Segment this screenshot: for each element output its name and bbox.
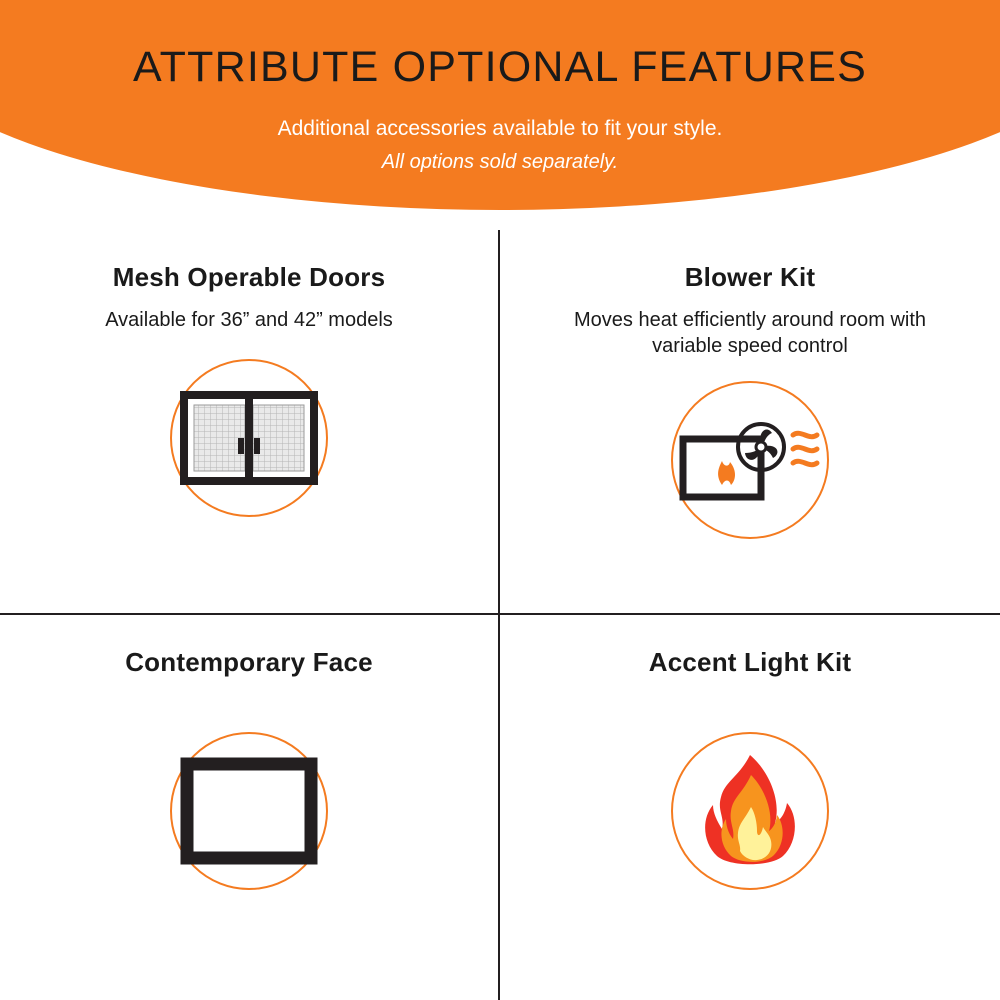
feature-title: Accent Light Kit — [648, 647, 852, 677]
page-header — [0, 0, 1000, 230]
feature-cell-accent-light-kit — [500, 615, 1000, 1000]
features-grid — [0, 230, 1000, 1000]
header-content — [0, 0, 1000, 175]
feature-cell-mesh-operable-doors — [0, 230, 500, 615]
feature-description: Available for 36” and 42” models — [105, 309, 393, 331]
feature-icon-circle — [671, 732, 829, 890]
feature-title: Contemporary Face — [125, 647, 373, 677]
header-subtitle: Additional accessories available to fit your style. — [277, 117, 723, 141]
feature-cell-contemporary-face — [0, 615, 500, 1000]
feature-title: Mesh Operable Doors — [112, 262, 386, 292]
mesh-doors-icon — [174, 383, 324, 493]
rectangular-face-frame-icon — [179, 756, 319, 866]
blower-fan-icon — [675, 405, 825, 515]
page-title: ATTRIBUTE OPTIONAL FEATURES — [132, 43, 867, 91]
feature-cell-blower-kit — [500, 230, 1000, 615]
feature-title: Blower Kit — [684, 262, 816, 292]
feature-icon-circle — [170, 732, 328, 890]
feature-description: Moves heat efficiently around room with variable speed control — [573, 309, 927, 357]
header-note: All options sold separately. — [381, 150, 619, 173]
feature-icon-circle — [671, 381, 829, 539]
feature-icon-circle — [170, 359, 328, 517]
flame-icon — [695, 751, 805, 871]
